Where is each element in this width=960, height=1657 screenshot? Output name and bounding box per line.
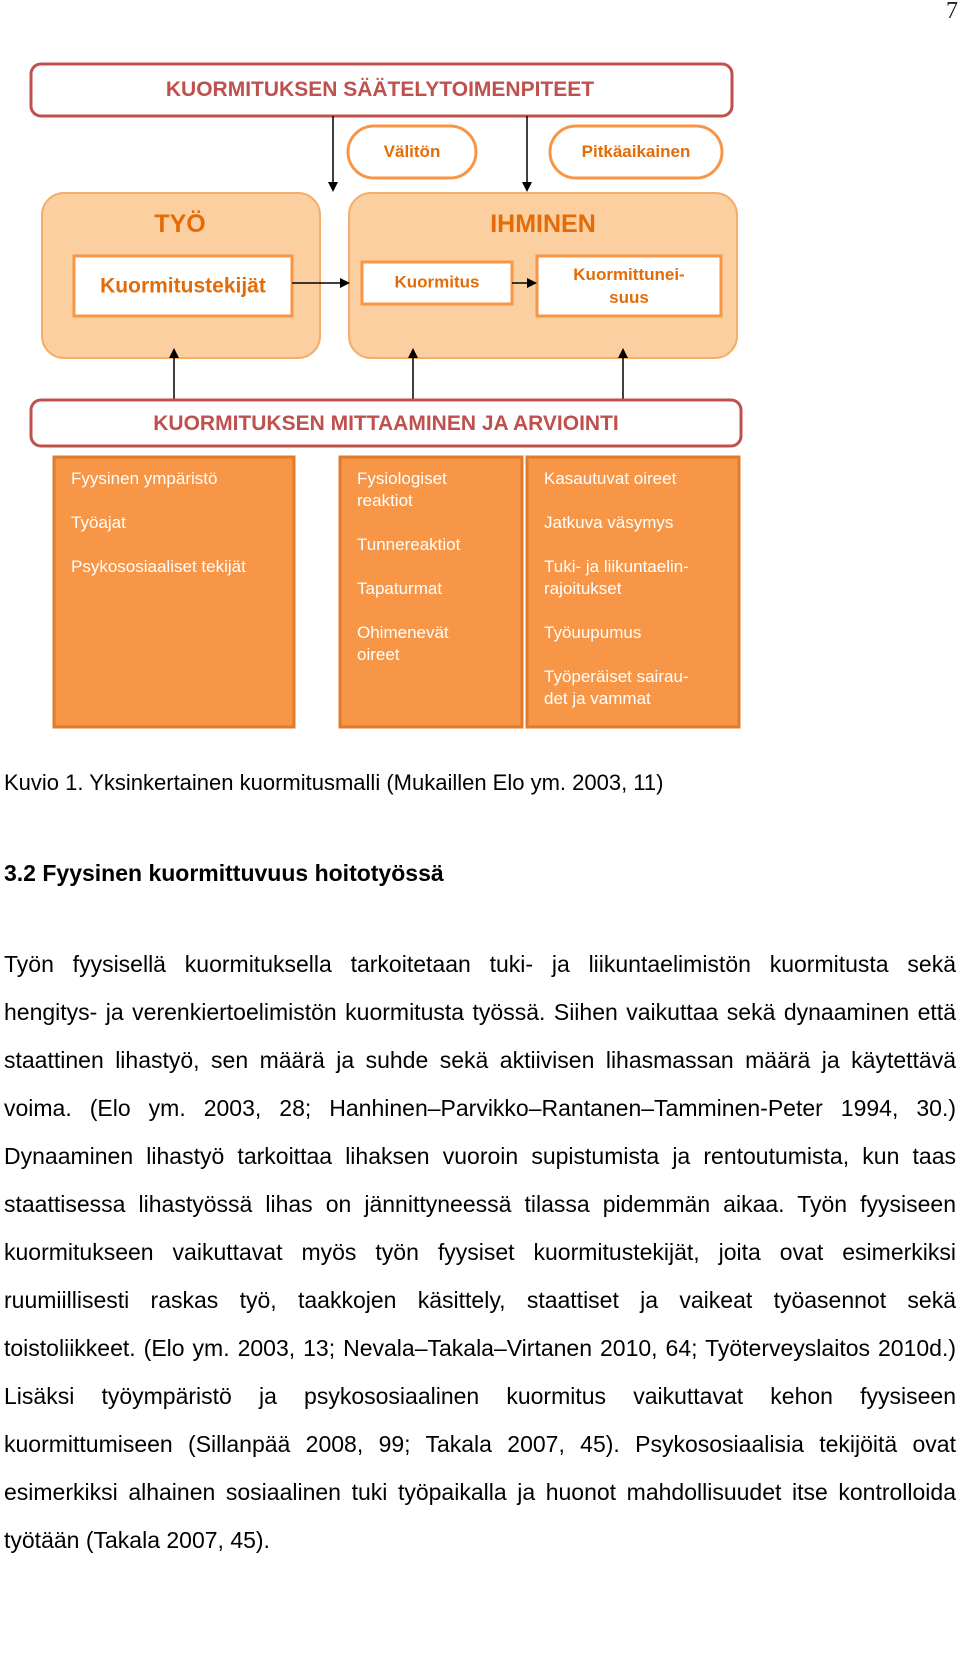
figure-caption: Kuvio 1. Yksinkertainen kuormitusmalli (Mukaillen Elo ym. 2003, 11) — [4, 770, 664, 795]
col1-line: Työajat — [71, 513, 126, 532]
page-number: 7 — [946, 0, 958, 24]
strained-label-line1: Kuormittunei- — [573, 265, 685, 284]
longterm-label: Pitkäaikainen — [581, 142, 691, 161]
col1-line: Psykososiaaliset tekijät — [71, 557, 246, 576]
col3-line: Kasautuvat oireet — [544, 469, 677, 488]
col2-line: Tapaturmat — [357, 579, 443, 598]
bottom-banner-text: KUORMITUKSEN MITTAAMINEN JA ARVIOINTI — [153, 412, 619, 435]
col1-line: Fyysinen ympäristö — [71, 469, 218, 488]
col3-line: rajoitukset — [544, 579, 622, 598]
col3-line: Tuki- ja liikuntaelin- — [544, 557, 689, 576]
immediate-label: Välitön — [383, 142, 441, 161]
work-factors-label: Kuormitustekijät — [100, 274, 266, 298]
col2-line: reaktiot — [357, 491, 413, 510]
strain-model-diagram — [0, 0, 960, 740]
column-work-factors — [54, 457, 294, 727]
col3-line: Työperäiset sairau- — [544, 667, 689, 686]
col2-line: Fysiologiset — [357, 469, 447, 488]
section-title: 3.2 Fyysinen kuormittuvuus hoitotyössä — [4, 860, 444, 886]
col3-line: det ja vammat — [544, 689, 651, 708]
col3-line: Työuupumus — [544, 623, 642, 642]
body-paragraph: Työn fyysisellä kuormituksella tarkoitetaan tuki- ja liikuntaelimistön kuormitusta sekä hengitys- ja verenkiertoelimistön kuormitusta työssä. Siihen vaikuttaa sekä dynaaminen että staattinen lihastyö, sen määrä ja suhde sekä aktiivisen lihasmassan määrä ja käytettävä voima. (Elo ym. 2003, 28; Hanhinen–Parvikko–Rantanen–Tamminen-Peter 1994, 30.) Dynaaminen lihastyö tarkoittaa lihaksen vuoroin supistumista ja rentoutumista, kun taas staattisessa lihastyössä lihas on jännittyneessä tilassa pidemmän aikaa. Työn fyysiseen kuormitukseen vaikuttavat myös työn fyysiset kuormitustekijät, joita ovat esimerkiksi ruumiillisesti raskas työ, taakkojen käsittely, staattiset ja vaikeat työasennot sekä toistoliikkeet. (Elo ym. 2003, 13; Nevala–Takala–Virtanen 2010, 64; Työterveyslaitos 2010d.) Lisäksi työympäristö ja psykososiaalinen kuormitus vaikuttavat kehon fyysiseen kuormittumiseen (Sillanpää 2008, 99; Takala 2007, 45). Psykososiaalisia tekijöitä ovat esimerkiksi alhainen sosiaalinen tuki työpaikalla ja huonot mahdollisuudet itse kontrolloida työtään (Takala 2007, 45). — [4, 951, 956, 1553]
col3-line: Jatkuva väsymys — [544, 513, 674, 532]
col2-line: Tunnereaktiot — [357, 535, 461, 554]
work-title: TYÖ — [154, 210, 206, 238]
strained-label-line2: suus — [609, 288, 649, 307]
col2-line: oireet — [357, 645, 400, 664]
strain-label: Kuormitus — [394, 272, 480, 292]
col2-line: Ohimenevät — [357, 623, 449, 642]
human-title: IHMINEN — [490, 210, 596, 238]
top-banner-text: KUORMITUKSEN SÄÄTELYTOIMENPITEET — [165, 78, 595, 101]
